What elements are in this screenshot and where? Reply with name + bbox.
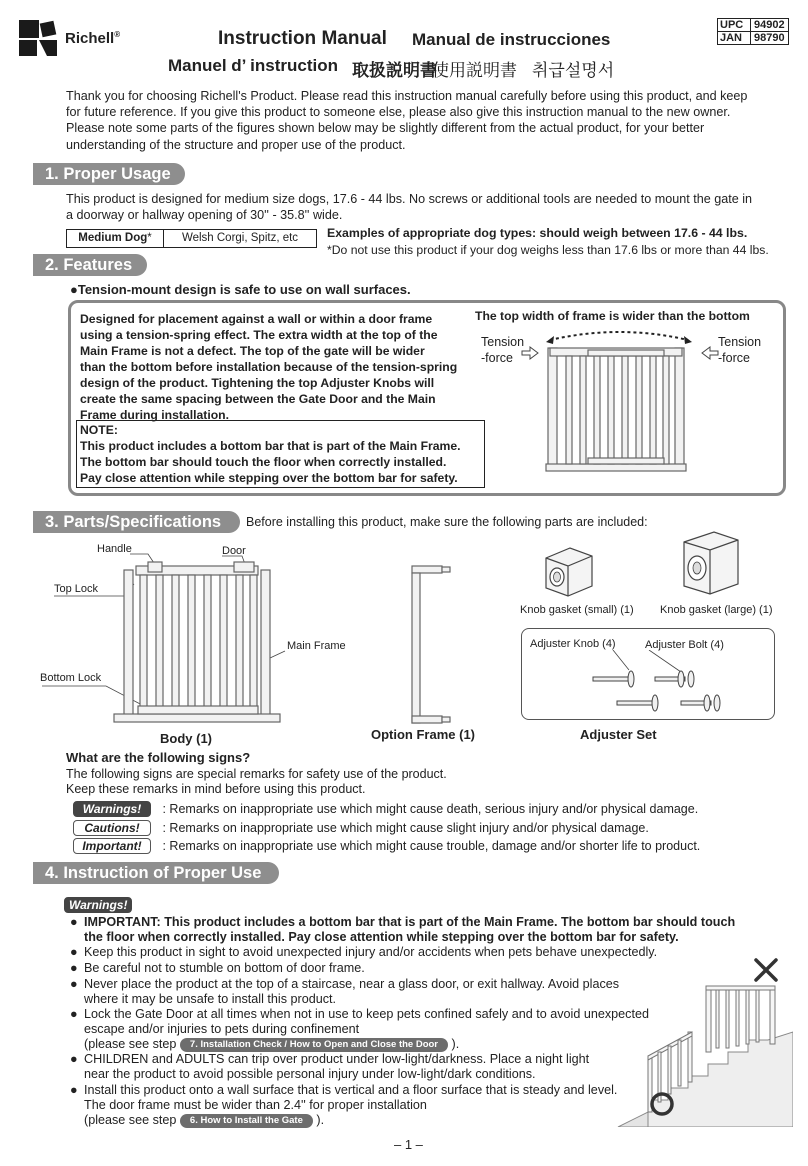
tension-left (481, 334, 524, 366)
tension-right-label: Tension (718, 335, 762, 349)
warnings-badge: Warnings! (73, 801, 151, 817)
label-bottom-lock: Bottom Lock (40, 672, 102, 684)
sec4-warnings-badge: Warnings! (64, 897, 132, 913)
bullet-text: IMPORTANT: This product includes a bottom bar that is part of the Main Frame. The bottom bar should touch (84, 915, 736, 929)
sign-important-row (73, 838, 700, 854)
intro-line: understanding of the structure and proper use of the product. (66, 137, 406, 152)
example-note: *Do not use this product if your dog weighs less than 17.6 lbs or more than 44 lbs. (327, 243, 769, 257)
cautions-text: : Remarks on inappropriate use which might cause slight injury and/or physical damage. (162, 821, 649, 835)
note-box (76, 420, 485, 488)
step-7-link[interactable]: 7. Installation Check / How to Open and Close the Door (180, 1038, 448, 1052)
features-desc-line: Frame during installation. (80, 408, 229, 422)
adjuster-knob-bolt-icon (593, 671, 720, 711)
note-title: NOTE: (80, 423, 118, 437)
upc-label: UPC (718, 19, 751, 31)
features-desc-line: design of the product. Tightening the top Adjuster Knobs will (80, 376, 435, 390)
bullet-text: Never place the product at the top of a staircase, near a glass door, or exit hallway. Avoid places (84, 977, 620, 991)
body-diagram (40, 548, 360, 733)
features-desc-line: Designed for placement against a wall or within a door frame (80, 312, 433, 326)
tension-right-label: -force (718, 351, 750, 365)
label-body: Body (1) (160, 731, 212, 746)
tension-left-label: Tension (481, 335, 525, 349)
section-2-header: 2. Features (33, 254, 147, 276)
label-handle: Handle (97, 543, 132, 555)
bullet-dot-icon: ● (70, 1083, 78, 1097)
sign-warnings-row (73, 801, 698, 817)
brand-name-text: Richell (65, 30, 115, 47)
bullet-text: Lock the Gate Door at all times when not in use to keep pets confined safely and to avoid unexpected (84, 1007, 649, 1021)
curved-dashed-arrow-icon (546, 332, 692, 344)
title-en: Instruction Manual (218, 28, 387, 49)
features-desc-line: using a tension-spring effect. The extra width at the top of the (80, 328, 438, 342)
bullet-text: Install this product onto a wall surface that is vertical and a floor surface that is steady and level. (84, 1083, 618, 1097)
adjuster-leader-lines (613, 650, 681, 672)
bullet-dot-icon: ● (70, 945, 78, 959)
bullet-important (70, 915, 750, 945)
step-6-link[interactable]: 6. How to Install the Gate (180, 1114, 313, 1128)
diagram-title: The top width of frame is wider than the bottom (475, 309, 750, 323)
label-top-lock: Top Lock (54, 583, 99, 595)
jan-value: 98790 (754, 32, 785, 44)
intro-paragraph (66, 88, 786, 153)
dog-label: Medium Dog (78, 232, 148, 244)
dog-type-table (66, 229, 317, 248)
features-desc-line: than the bottom before installation because of the tension-spring (80, 360, 458, 374)
step-ref-suffix: ). (316, 1113, 325, 1127)
right-arrow-icon (702, 347, 718, 359)
product-codes (717, 18, 789, 45)
tension-right (718, 334, 761, 366)
x-mark-icon (756, 960, 776, 980)
bullet-text: CHILDREN and ADULTS can trip over product under low-light/darkness. Place a night light (84, 1052, 590, 1066)
label-gasket-small: Knob gasket (small) (1) (520, 604, 634, 616)
note-line: This product includes a bottom bar that is part of the Main Frame. (80, 439, 461, 453)
cautions-badge: Cautions! (73, 820, 151, 836)
bullet-text: the floor when correctly installed. Pay close attention while stepping over the bottom bar for safety. (84, 930, 679, 944)
brand-reg: ® (114, 30, 121, 39)
gasket-large-icon (680, 528, 742, 598)
left-arrow-icon (522, 347, 538, 359)
gasket-small-icon (540, 544, 598, 600)
section-3-header: 3. Parts/Specifications (33, 511, 240, 533)
dog-star: * (147, 232, 152, 244)
bullet-step-ref (70, 1113, 630, 1128)
step-ref-prefix: (please see step (84, 1113, 177, 1127)
title-es: Manual de instrucciones (412, 30, 611, 49)
section-1-header: 1. Proper Usage (33, 163, 185, 185)
brand-logo (17, 18, 61, 58)
dog-types-cell: Welsh Corgi, Spitz, etc (181, 232, 299, 244)
bullet-text: where it may be unsafe to install this product. (84, 992, 337, 1006)
title-kr: 취급설명서 (532, 61, 615, 80)
staircase-illustration (608, 952, 793, 1127)
signs-line-1: The following signs are special remarks for safety use of the product. (66, 767, 447, 781)
bullet-text: Keep this product in sight to avoid unexpected injury and/or accidents when pets behave unexpectedly. (84, 945, 658, 959)
features-desc (80, 311, 480, 423)
jan-label: JAN (718, 32, 751, 44)
label-adjuster-set: Adjuster Set (580, 727, 657, 742)
example-bold: Examples of appropriate dog types: should weigh between 17.6 - 44 lbs. (327, 226, 748, 240)
intro-line: for future reference. If you give this product to someone else, please also give this instruction manual to the new owner. (66, 105, 731, 120)
bullet-staircase (70, 977, 630, 1007)
label-door: Door (222, 545, 246, 557)
note-line: Pay close attention while stepping over the bottom bar for safety. (80, 471, 458, 485)
bullet-text: escape and/or injuries to pets during confinement (84, 1022, 360, 1036)
bullet-dot-icon: ● (70, 977, 78, 991)
upc-value: 94902 (754, 19, 785, 31)
tension-diagram (520, 326, 720, 484)
label-main-frame: Main Frame (287, 640, 346, 652)
bullet-dot-icon: ● (70, 915, 78, 929)
section-1-line: a doorway or hallway opening of 30'' - 35.8'' wide. (66, 208, 343, 223)
signs-title: What are the following signs? (66, 750, 251, 765)
features-bullet: ●Tension-mount design is safe to use on wall surfaces. (70, 282, 411, 297)
bullet-night-light (70, 1052, 630, 1082)
bullet-dot-icon: ● (70, 961, 78, 975)
features-desc-line: create the same spacing between the Gate Door and the Main (80, 392, 436, 406)
note-line: The bottom bar should touch the floor when correctly installed. (80, 455, 447, 469)
gate-body-icon (114, 562, 280, 722)
important-badge: Important! (73, 838, 151, 854)
bullet-text: Be careful not to stumble on bottom of door frame. (84, 961, 365, 975)
tension-left-label: -force (481, 351, 513, 365)
step-ref-suffix: ). (451, 1037, 460, 1051)
title-jp: 取扱説明書 (352, 61, 437, 80)
label-option-frame: Option Frame (1) (371, 727, 476, 742)
bullet-lock-door (70, 1007, 670, 1052)
option-frame-icon (412, 566, 450, 723)
bullet-text: The door frame must be wider than 2.4'' for proper installation (84, 1098, 427, 1112)
features-desc-line: Main Frame is not a defect. The top of the gate will be wider (80, 344, 425, 358)
label-gasket-large: Knob gasket (large) (1) (660, 604, 773, 616)
step-ref-prefix: (please see step (84, 1037, 177, 1051)
bullet-text: near the product to avoid possible personal injury under low-light/dark conditions. (84, 1067, 536, 1081)
label-adjuster-bolt: Adjuster Bolt (4) (645, 639, 724, 651)
sign-cautions-row (73, 820, 649, 836)
brand-name (65, 30, 120, 47)
bullet-step-ref (70, 1037, 670, 1052)
bullet-install-surface (70, 1083, 630, 1128)
signs-line-2: Keep these remarks in mind before using this product. (66, 782, 366, 796)
warnings-text: : Remarks on inappropriate use which might cause death, serious injury and/or physical damage. (162, 802, 699, 816)
dog-label-cell (67, 230, 164, 247)
title-fr: Manuel d’ instruction (168, 56, 339, 75)
bullet-dot-icon: ● (70, 1052, 78, 1066)
intro-line: Please note some parts of the figures shown below may be slightly different from the actual product, for your better (66, 121, 705, 136)
adjuster-set-diagram (585, 650, 735, 715)
section-3-subtitle: Before installing this product, make sure the following parts are included: (246, 515, 648, 529)
gate-icon (546, 348, 686, 471)
option-frame-diagram (402, 564, 454, 732)
page-number: – 1 – (394, 1137, 423, 1152)
section-1-text (66, 191, 786, 223)
title-cn: 使用説明書 (432, 61, 517, 80)
intro-line: Thank you for choosing Richell's Product. Please read this instruction manual carefully before using this product, and keep (66, 89, 748, 103)
section-1-line: This product is designed for medium size dogs, 17.6 - 44 lbs. No screws or additional tools are needed to mount the gate in (66, 192, 753, 206)
sec4-badge-wrap (64, 896, 132, 914)
label-adjuster-knob: Adjuster Knob (4) (530, 638, 616, 650)
important-text: : Remarks on inappropriate use which might cause trouble, damage and/or shorter life to product. (162, 839, 701, 853)
bullet-dot-icon: ● (70, 1007, 78, 1021)
richell-logo-icon (17, 18, 61, 58)
section-4-header: 4. Instruction of Proper Use (33, 862, 279, 884)
